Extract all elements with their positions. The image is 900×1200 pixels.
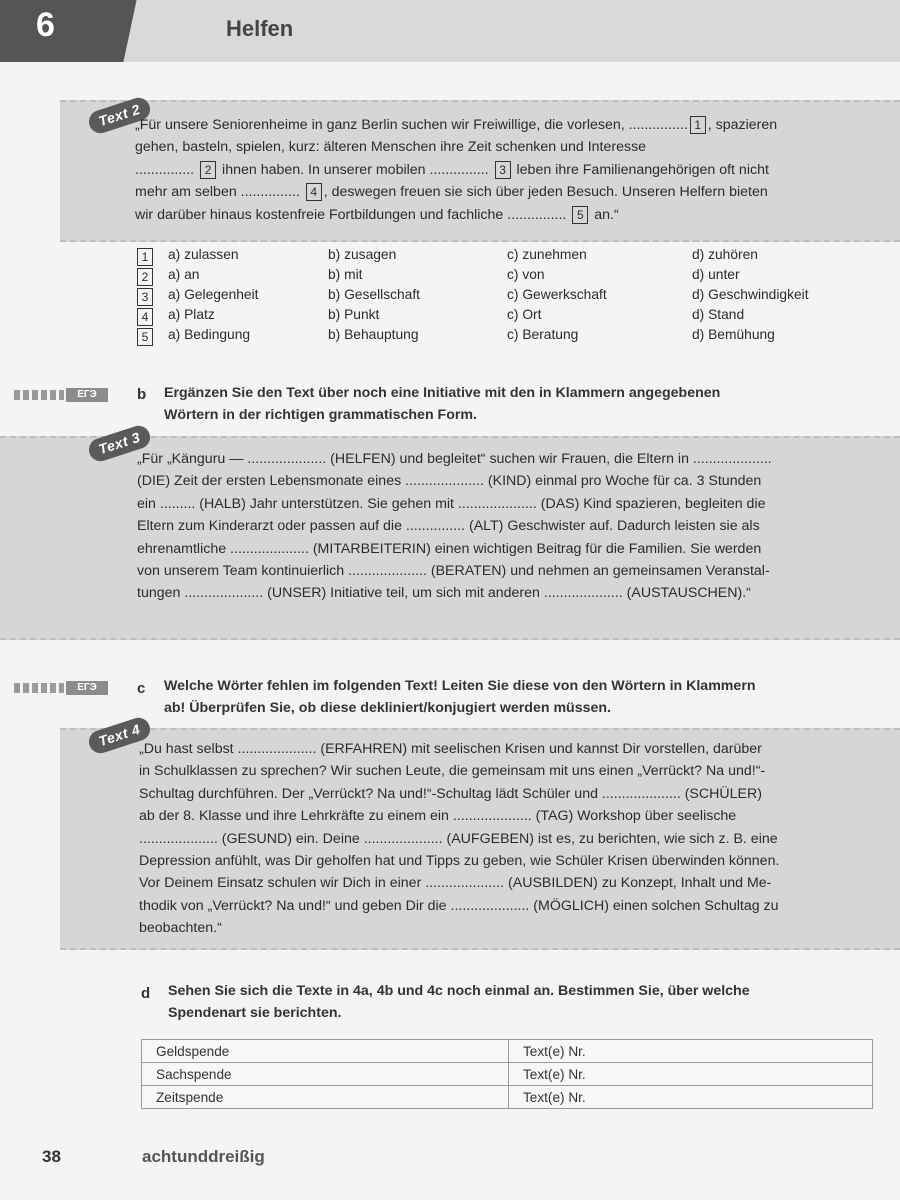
text2-line-5: wir darüber hinaus kostenfreie Fortbildungen und fachliche ............... 5 an.“ <box>135 206 619 223</box>
option-number-box: 2 <box>137 268 153 286</box>
text2-line-1: „Für unsere Seniorenheime in ganz Berlin suchen wir Freiwillige, die vorlesen, ............... 1 , spazieren <box>135 117 778 133</box>
option-d: d) unter <box>692 267 740 282</box>
option-row <box>135 247 855 267</box>
task-c-instruction: Welche Wörter fehlen im folgenden Text! Leiten Sie diese von den Wörtern in Klammern ab! Überprüfen Sie, ob diese dekliniert/konjugiert werden müssen. <box>164 678 756 716</box>
gap-number-box: 3 <box>495 161 511 179</box>
option-number-box: 4 <box>137 308 153 326</box>
page-number-word: achtunddreißig <box>142 1147 265 1166</box>
ege-tag: ЕГЭ <box>66 388 108 402</box>
gap-number-box: 4 <box>306 183 322 201</box>
option-d: d) Stand <box>692 307 745 322</box>
text2-line-2: gehen, basteln, spielen, kurz: älteren Menschen ihre Zeit schenken und Interesse <box>135 139 647 156</box>
option-row <box>135 267 855 287</box>
text3-badge: Text 3 <box>86 423 153 464</box>
task-d-instruction: Sehen Sie sich die Texte in 4a, 4b und 4c noch einmal an. Bestimmen Sie, über welche Spendenart sie berichten. <box>168 983 750 1021</box>
text-number-cell[interactable]: Text(e) Nr. <box>509 1086 873 1109</box>
page-number: 38 <box>42 1147 61 1166</box>
option-a: a) Platz <box>168 307 215 322</box>
option-c: c) Gewerkschaft <box>507 287 607 302</box>
option-b: b) Punkt <box>328 307 380 322</box>
option-a: a) zulassen <box>168 247 239 262</box>
option-b: b) Behauptung <box>328 327 419 342</box>
option-c: c) Beratung <box>507 327 579 342</box>
option-d: d) Bemühung <box>692 327 775 342</box>
table-row <box>142 1063 873 1086</box>
spend-type-cell: Sachspende <box>142 1063 509 1086</box>
ege-marker <box>14 681 110 695</box>
spend-type-cell: Geldspende <box>142 1040 509 1063</box>
task-c-letter: c <box>137 680 146 697</box>
unit-title: Helfen <box>226 16 294 41</box>
option-number-box: 5 <box>137 328 153 346</box>
option-row <box>135 327 855 347</box>
unit-number: 6 <box>36 6 55 44</box>
text-number-cell[interactable]: Text(e) Nr. <box>509 1063 873 1086</box>
option-d: d) zuhören <box>692 247 758 262</box>
gap-number-box: 2 <box>200 161 216 179</box>
option-b: b) mit <box>328 267 363 282</box>
task-b-letter: b <box>137 386 147 403</box>
text-number-cell[interactable]: Text(e) Nr. <box>509 1040 873 1063</box>
option-row <box>135 307 855 327</box>
unit-header <box>0 0 900 62</box>
text2-badge: Text 2 <box>86 95 153 136</box>
task-d-letter: d <box>141 985 151 1002</box>
table-row <box>142 1040 873 1063</box>
option-c: c) Ort <box>507 307 542 322</box>
spend-type-cell: Zeitspende <box>142 1086 509 1109</box>
spendenart-table <box>141 1039 873 1109</box>
option-b: b) zusagen <box>328 247 397 262</box>
task-b-instruction: Ergänzen Sie den Text über noch eine Initiative mit den in Klammern angegebenen Wörtern in der richtigen grammatischen Form. <box>164 385 721 423</box>
option-d: d) Geschwindigkeit <box>692 287 809 302</box>
table-row <box>142 1086 873 1109</box>
option-b: b) Gesellschaft <box>328 287 421 302</box>
text4-paragraph: „Du hast selbst .................... (ERFAHREN) mit seelischen Krisen und kannst Dir vorstellen, darüber in Schulklassen zu sprechen? Wir suchen Leute, die gemeinsam mit uns einen „Verrückt? Na und!“- Schultag durchführen. Der „Verrückt? Na und!“-Schultag lädt Schüler und .................... (SCHÜLER) ab der 8. Klasse und ihre Lehrkräfte zu einem ein .................... (TAG) Workshop über seelische .................... (GESUND) ein. Deine .................... (AUFGEBEN) ist es, zu berichten, wie sich z. B. eine Depression anfühlt, was Dir geholfen hat und Tipps zu geben, wie Schüler Krisen überwinden können. Vor Deinem Einsatz schulen wir Dich in einer .................... (AUSBILDEN) zu Konzept, Inhalt und Me- thodik von „Verrückt? Na und!“ und geben Dir die .................... (MÖGLICH) einen solchen Schultag zu beobachten.“ <box>139 741 780 937</box>
option-number-box: 3 <box>137 288 153 306</box>
gap-number-box: 5 <box>572 206 588 224</box>
option-number-box: 1 <box>137 248 153 266</box>
option-c: c) von <box>507 267 545 282</box>
ege-dots <box>14 390 64 400</box>
gap-number-box: 1 <box>690 116 706 134</box>
option-a: a) an <box>168 267 200 282</box>
text2-line-3: ............... 2 ihnen haben. In unserer mobilen ............... 3 leben ihre Familienangehörigen oft nicht <box>135 161 769 178</box>
text2-paragraph <box>135 114 777 226</box>
option-a: a) Bedingung <box>168 327 251 342</box>
option-row <box>135 287 855 307</box>
ege-marker <box>14 388 110 402</box>
option-a: a) Gelegenheit <box>168 287 259 302</box>
text2-line-4: mehr am selben ............... 4 , deswegen freuen sie sich über jeden Besuch. Unseren Helfern bieten <box>135 184 768 201</box>
text3-paragraph: „Für „Känguru — .................... (HELFEN) und begleitet“ suchen wir Frauen, die Eltern in .................... (DIE) Zeit der ersten Lebensmonate eines .................... (KIND) einmal pro Woche für ca. 3 Stunden ein ......... (HALB) Jahr unterstützen. Sie gehen mit .................... (DAS) Kind spazieren, begleiten die Eltern zum Kinderarzt oder passen auf die ............... (ALT) Geschwister auf. Dadurch leisten sie als ehrenamtliche .................... (MITARBEITERIN) einen wichtigen Beitrag für die Familien. Sie werden von unserem Team kontinuierlich .................... (BERATEN) und nehmen an gemeinsamen Veranstal- tungen .................... (UNSER) Initiative teil, um sich mit anderen .................... (AUSTAUSCHEN).“ <box>137 451 772 602</box>
option-c: c) zunehmen <box>507 247 587 262</box>
ege-dots <box>14 683 64 693</box>
text4-badge: Text 4 <box>86 715 153 756</box>
ege-tag: ЕГЭ <box>66 681 108 695</box>
